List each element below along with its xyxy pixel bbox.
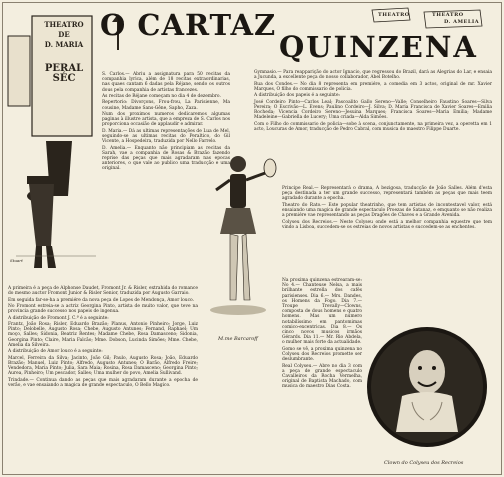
poster-line: PERAL (44, 63, 84, 74)
barcaroff-caption: M.me Barcaroff (218, 336, 258, 342)
theatre-sign (368, 6, 486, 36)
sign-right: THEATRO (432, 12, 464, 18)
poster-line: D. MARIA (44, 40, 84, 49)
clown-portrait (362, 322, 492, 452)
paragraph: S. Carlos.— Abriu a assignatura para 50 recitas da companhia lyrica, além de 18 recitas extraordinarias, nas quaes cantam 6 dadas pela Réjane, sendo os outros dous pela companhia de artistas francezes. (102, 72, 230, 93)
title-left: O CARTAZ (100, 8, 277, 42)
right-column-middle (282, 186, 492, 231)
paragraph: A distribuição de Fromont J. C.ª é a seguinte: (8, 315, 109, 321)
barcaroff-illustration (208, 150, 280, 320)
paragraph: Principe Real.— Representará o drama, A bezigosa, traducção de João Salles. Além d'esta peça destinada a ter um grande successo, representará também as peças que mais teem agradado durante a epocha. (282, 186, 492, 202)
paragraph: Rua dos Condes.— No dia 8 representa em premiére, a comedia em 3 actos, original de mr. Xavier Marques, O filho do commissario de policia. (254, 81, 492, 92)
left-column-bottom (8, 286, 198, 389)
paragraph: A primeira é a peça de Alphonse Daudet, Fromont Jr. & Risler, extrahida do romance do mesmo auctor Fromont Junior & Risler Senior, traduzida por Augusto Garraio. (8, 286, 198, 297)
paragraph: No Fromont estreia-se a actriz Georgina Pinto, artista de muito valor, que teve na provincia grande successo nos papeis de ingenua. (8, 303, 198, 315)
poster-line: THEATRO DE (44, 20, 84, 39)
paragraph: Gomo se vê, a proxima quinzena no Colyseu dos Recreios promette ser deslumbrante. (282, 346, 362, 363)
paragraph: Em seguida far-se-ha a premiére da nova peça de Lopes de Mendonça, Amor louco. (8, 297, 194, 303)
right-column-lower (282, 278, 362, 391)
paragraph: Real Colyseu.— Abre no dia 3 com a peça de grande espectaculo Cavalleiros da Rocha Vermelha, original de Baptista Machado, com musica do maestro Dias Costa. (282, 363, 362, 390)
paragraph: A distribuição dos papeis é a seguinte: (254, 93, 341, 99)
paragraph: Num dos proximos numeros dedicaremos algumas paginas à illustre artista, que a empreza de S. Carlos nos proporciona occasião de applaudir e admirar. (102, 111, 230, 128)
paragraph: A distribuição de Amor louco é a seguinte: (8, 349, 103, 355)
paragraph: Na proxima quinzena estrearam-se: No 4.— Chanteuse Nelsa, a mais brilhante estrella dos cafés parisienses. Dia 6.— Mrs. Dandes, os Homens da Fogo. Dia 7.— Troupe Trevally—Clowns, composta de dous homens e quatro homens. Mas um número notabilíssimo em pantomimas comico-excentricas. Dia 8.— Os cinco novos musicos irmãos Gérards. Dia 11.— Mr. Rio Abdela, o mulher mais forte da actualidade. (282, 278, 362, 346)
clown-caption: Clown do Colyseu dos Recreios (384, 460, 464, 466)
paragraph: As recitas de Réjane começam no dia 4 de dezembro. (102, 94, 221, 99)
artist-signature: Stuart (10, 258, 23, 263)
paragraph: Gymnasio.— Para reapparição do actor Ignacio, que regressou do Brazil, dará as Alegrias do Lar, e ensaia a Jucunda, a excellente peça do nosso collaborador, Abel Botelho. (254, 70, 492, 81)
paragraph: D. Maria.— Dá as ultimas representações de Lua de Mel, seguindo-se as ultimas recitas do Peraltico, do Gil Vicente, a Hospedeira, traduzida por Nello Farrelo. (102, 128, 230, 145)
paragraph: Frantz, João Rosa; Risler, Eduardo Brazão; Planus, Antonio Pinheiro; Jorge, Luiz Pinto; Delobelle, Augusto Rosa; Chebe, Augusto Antunes; Fernand, Raphael; Um moço, Salles; Sidonia, Beatriz Rentes; Madame Chebe, Rosa Damasceno; Sidonia, Georgina Pinto; Claire, Maria Falcão; Mme. Dobson, Lucinda Simões; Mme. Chebe, Amelia da Silveira. (8, 321, 198, 348)
paragraph: Theatro do Rato.— Este popular theatrinho, que tem artistas de incontestavel valor, está ensaiando uma magica de grande espectaculo Proezas de Satanaz, e emquanto se não realiza a premiére vae representando as peças Dragões de Chaves e a Grande Avenida. (282, 202, 492, 219)
poster-text (40, 20, 88, 84)
paragraph: Marcel, Ferreira da Silva; Jacinto, João Gil; Paulo, Augusto Rosa; João, Eduardo Brazão; Manuel, Luiz Pinto; Alfredo, Augusto Antunes; O Barão, Alfredo Freire; Vendedora, Maria Pinto; Julia, Sara Maia; Rosina, Rosa Damasceno; Georgina Pinto; Aurea, Pinheiro; Um pescador, Salles; Uma mulher do povo, Amelia Sullivand. (8, 355, 198, 377)
paragraph: Trindade.— Continua dando as peças que mais agradaram durante a epocha de verão, e vae ensaiando a magica de grande espectaculo, O Bello Magico. (8, 377, 198, 388)
right-column-top (254, 70, 492, 133)
sign-name: D. AMELIA (444, 19, 480, 25)
paragraph: Colyseu dos Recreios.— Neste Colyseu onde está a melhor companhia equestre que tem vindo a Lisboa, succedem-se os estreias de novos artistas e succedem-se as enchentes. (282, 219, 492, 230)
paragraph: Repertorio: Divorçons, Frou-frou, La Parisienne, Ma cousine, Madame Sans-Gêne, Sapho, Zaza. (102, 100, 230, 111)
paragraph: José Cordeiro Pinto—Carlos Leal; Pascoalito Gallo Sereno—Valle; Conselheiro Faustino Soares—Silva Pereira; O Escrivão—L. Evens; Paulino Cordeiro—J. Silva; D. Maria Francisca de Xavier Soares—Emilia Rocheda; Vicencia Cordeiro Sereno—Jesuina Marques; Francisca Soares—Maria Emilia; Madame Madeleine—Gabriella de Lucery; Uma criada—Alda Simões. (254, 99, 492, 121)
title-right: QUINZENA (279, 30, 478, 64)
poster-line: SÉC (52, 73, 76, 84)
paragraph: Com o Filho do commissario de policia—sobe à scena, conjunctamente, na primeira vez, a operetta em 1 acto, Loucuras de Amor, traducção de Pedro Cabral, com musica do maestro Filippe Duarte. (254, 121, 492, 132)
sign-left: THEATRO (378, 12, 410, 18)
paragraph: D. Amelia.— Enquanto não principiam as recitas da Sarah, vae a companhia de Rosas & Brazão fazendo reprise das peças que mais agradaram nas epocas anteriores, o que vale ao publico uma traducção e uma original. (102, 145, 230, 172)
